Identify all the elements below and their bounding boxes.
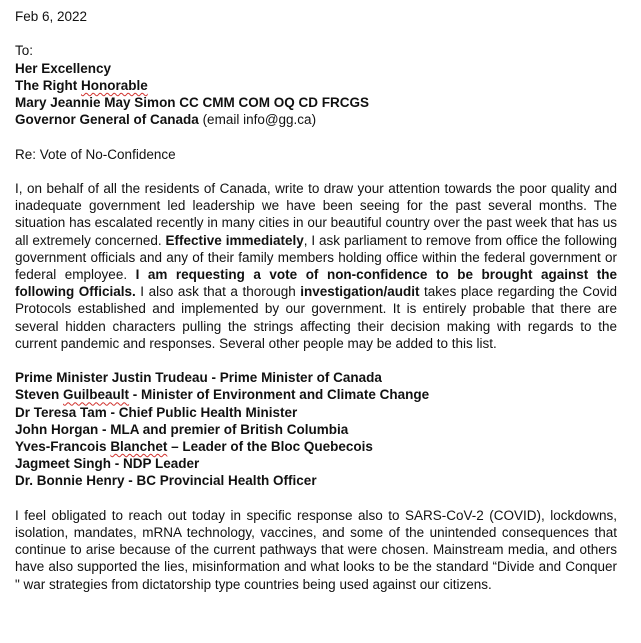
body1-text-1: I, on behalf of all the residents of Canada, write to draw your attention towards the poor quality and inadequate government led leadership we have been seeing for the past several months. The situation has escalated recently in many cities in our beautiful country over the past week that has us all extremely concerned.	[15, 180, 617, 248]
body-paragraph-1	[15, 180, 617, 352]
recipient-position-title: Governor General of Canada	[15, 112, 199, 128]
body1-text-3: I also ask that a thorough	[135, 284, 301, 300]
official-role: - Minister of Environment and Climate Change	[129, 387, 430, 403]
spellcheck-flagged-word: Blanchet	[110, 439, 168, 455]
official-first-name: Steven	[15, 387, 64, 403]
official-item: Prime Minister Justin Trudeau - Prime Minister of Canada	[15, 370, 382, 386]
spellcheck-flagged-word: Honorable	[81, 77, 148, 93]
recipient-honorific	[15, 77, 617, 94]
body1-bold-2: I am requesting a vote of non-confidence to be brought against the following Officials.	[15, 267, 617, 300]
official-item: Jagmeet Singh - NDP Leader	[15, 456, 200, 472]
officials-list	[15, 369, 617, 489]
spacer	[15, 163, 617, 180]
official-item	[15, 438, 617, 455]
body-paragraph-2: I feel obligated to reach out today in specific response also to SARS-CoV-2 (COVID), lockdowns, isolation, mandates, mRNA technology, vaccines, and some of the unintended consequences that continue to arise because of the current pathways that were chosen. Mainstream media, and others have also supported the lies, misinformation and what looks to be the standard “Divide and Conquer " war strategies from dictatorship type countries being used against our citizens.	[15, 507, 617, 592]
official-item	[15, 386, 617, 403]
official-item: Dr Teresa Tam - Chief Public Health Minister	[15, 404, 298, 420]
official-role: – Leader of the Bloc Quebecois	[167, 439, 373, 455]
recipient-email: (email info@gg.ca)	[198, 112, 317, 128]
body1-bold-3: investigation/audit	[300, 284, 420, 300]
spellcheck-flagged-word: Guilbeault	[63, 387, 130, 403]
body1-bold-1: Effective immediately	[165, 232, 304, 248]
body1-text-4: takes place regarding the Covid Protocols established and implemented by our government. It is entirely probable that there are several hidden characters pulling the strings affecting their decision making with regards to the current pandemic and responses. Several other people may be added to this list.	[15, 284, 617, 351]
spacer	[15, 25, 617, 42]
official-first-name: Yves-Francois	[15, 439, 111, 455]
spacer	[15, 352, 617, 369]
official-item: John Horgan - MLA and premier of British Columbia	[15, 421, 349, 437]
recipient-name: Mary Jeannie May Simon CC CMM COM OQ CD FRCGS	[15, 95, 370, 110]
subject-line: Re: Vote of No-Confidence	[15, 146, 176, 162]
recipient-position	[15, 111, 617, 128]
spacer	[15, 128, 617, 145]
letter-date: Feb 6, 2022	[15, 9, 88, 24]
spacer	[15, 490, 617, 507]
official-item: Dr. Bonnie Henry - BC Provincial Health Officer	[15, 473, 317, 489]
recipient-block	[15, 60, 617, 129]
body1-text-2: , I ask parliament to remove from office the following government officials and any of their family members holding office within the federal government or federal employee.	[15, 232, 617, 282]
recipient-honorific-prefix: The Right	[15, 77, 81, 93]
recipient-title: Her Excellency	[15, 60, 112, 76]
to-label: To:	[15, 43, 34, 59]
